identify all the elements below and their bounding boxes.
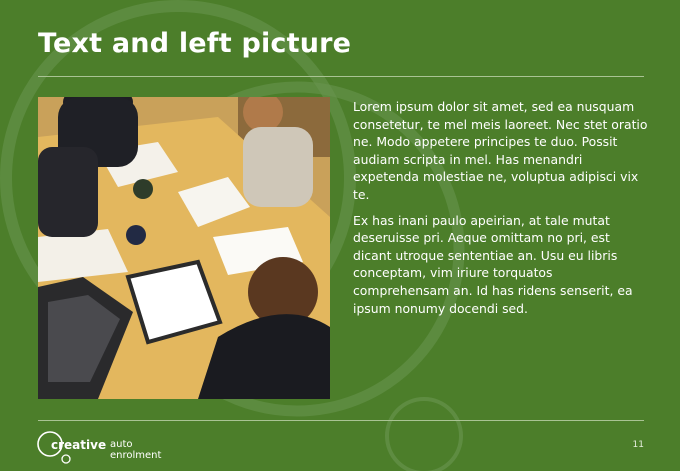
meeting-photo xyxy=(38,97,330,399)
bottom-divider xyxy=(38,420,644,421)
brand-name: creative xyxy=(51,438,107,452)
footer-logo xyxy=(36,430,176,464)
page-number: 11 xyxy=(632,440,644,450)
brand-tagline: auto enrolment xyxy=(110,439,162,461)
slide-title: Text and left picture xyxy=(38,28,352,59)
body-text xyxy=(353,98,649,325)
paragraph-1: Lorem ipsum dolor sit amet, sed ea nusquam consetetur, te mel meis laoreet. Nec stet oratio ne. Modo appetere principes te duo. Possit audiam scripta in mel. Has menandri expetenda molestiae ne, voluptua adipisci vix te. xyxy=(353,99,648,202)
top-divider xyxy=(38,76,644,77)
paragraph-2: Ex has inani paulo apeirian, at tale mutat deseruisse pri. Aeque omittam no pri, est dicant utroque sententiae an. Usu eu libris conceptam, vim iriure torquatos comprehensam an. Id has ridens senserit, ea ipsum nonumy docendi sed. xyxy=(353,212,633,316)
